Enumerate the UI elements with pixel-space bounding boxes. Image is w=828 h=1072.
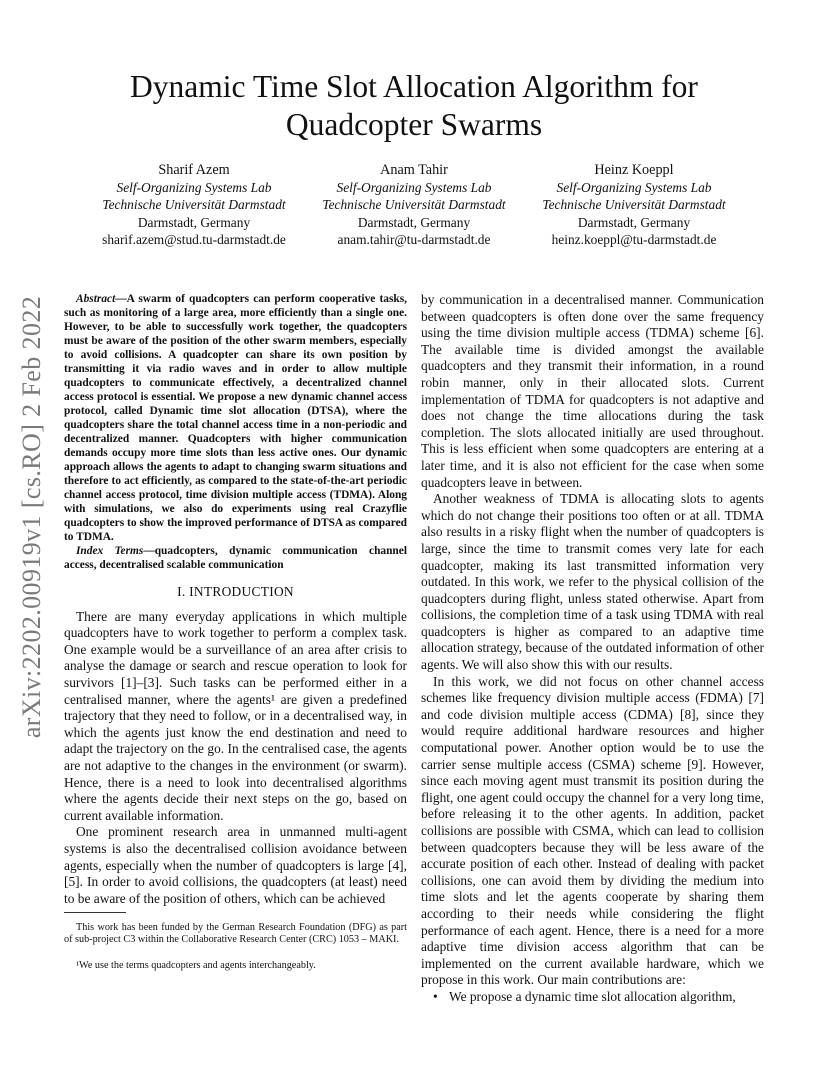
contribution-bullet (421, 989, 764, 1006)
author-city: Darmstadt, Germany (577, 214, 691, 230)
author-name: Sharif Azem (158, 162, 230, 178)
author-name: Anam Tahir (380, 162, 448, 178)
author-lab: Self-Organizing Systems Lab (556, 180, 712, 196)
author-block-3 (519, 162, 749, 248)
body-paragraph-3: In this work, we did not focus on other channel access schemes like frequency division multiple access (FDMA) [7] and code division multiple access (CDMA) [8], since they would require additional hardware resources and higher computational power. Another option would be to use the carrier sense multiple access (CSMA) scheme [9]. However, since each moving agent must transmit its position during the flight, one agent could occupy the channel for a very long time, before releasing it to the other agents. In addition, packet collisions are possible with CSMA, which can lead to collision between quadcopters because they will be less aware of the accurate position of each other. Instead of dealing with packet collisions, one can avoid them by dividing the medium into time slots and let the agents cooperate by sharing them according to their needs while considering the flight performance of each agent. Hence, there is a need for a more adaptive time division access algorithm that can be implemented on the current available hardware, which we propose in this work. Our main contributions are: (421, 673, 764, 988)
index-terms-text: —quadcopters, dynamic communication channel access, decentralised scalable communication (64, 545, 407, 571)
section-heading: I. INTRODUCTION (177, 584, 294, 599)
title-line-1: Dynamic Time Slot Allocation Algorithm for (130, 69, 698, 104)
paper-title (60, 68, 768, 144)
author-email[interactable]: heinz.koeppl@tu-darmstadt.de (551, 231, 717, 247)
arxiv-side-identifier (0, 272, 68, 762)
abstract-text: —A swarm of quadcopters can perform cooperative tasks, such as monitoring of a large area, more efficiently than a single one. However, to be able to successfully work together, the quadcopters must be aware of the position of the other swarm members, especially to avoid collisions. A quadcopter can share its own position by transmitting it via radio waves and in order to allow multiple quadcopters to communicate effectively, a decentralized channel access protocol is essential. We propose a new dynamic channel access protocol, called Dynamic time slot allocation (DTSA), where the quadcopters share the total channel access time in a non-periodic and decentralized manner. Quadcopters with higher communication demands occupy more time slots than less active ones. Our dynamic approach allows the agents to adapt to changing swarm situations and therefore to act efficiently, as compared to the state-of-the-art periodic channel access protocol, time division multiple access (TDMA). Along with simulations, we also do experiments using real Crazyflie quadcopters to show the improved performance of DTSA as compared to TDMA. (64, 293, 407, 543)
right-column (421, 292, 764, 1006)
index-terms (64, 544, 407, 572)
author-city: Darmstadt, Germany (137, 214, 251, 230)
author-university: Technische Universität Darmstadt (102, 197, 286, 213)
author-lab: Self-Organizing Systems Lab (116, 180, 272, 196)
footnote-rule (64, 912, 126, 913)
arxiv-id-text: arXiv:2202.00919v1 [cs.RO] 2 Feb 2022 (17, 295, 46, 739)
left-column (64, 292, 407, 907)
body-paragraph-2: Another weakness of TDMA is allocating slots to agents which do not change their positions too often or at all. TDMA also results in a risky flight when the number of quadcopters is large, since the time to transmit comes very late for each quadcopter, making its last transmitted information very outdated. In this work, we refer to the physical collision of the quadcopters during flight, unless stated otherwise. Apart from collisions, the completion time of a task using TDMA with real quadcopters is higher as compared to an adaptive time allocation strategy, because of the outdated information of other agents. We will also show this with our results. (421, 491, 764, 673)
author-email[interactable]: anam.tahir@tu-darmstadt.de (337, 231, 491, 247)
author-block-1 (79, 162, 309, 248)
footnote-funding: This work has been funded by the German Research Foundation (DFG) as part of sub-project C3 within the Collaborative Research Center (CRC) 1053 – MAKI. (64, 922, 407, 946)
abstract (64, 292, 407, 544)
author-email[interactable]: sharif.azem@stud.tu-darmstadt.de (102, 231, 286, 247)
index-terms-label: Index Terms (76, 545, 144, 557)
bullet-dot: • (433, 988, 438, 1004)
bullet-text: We propose a dynamic time slot allocation algorithm, (449, 988, 736, 1004)
author-lab: Self-Organizing Systems Lab (336, 180, 492, 196)
author-block-2 (299, 162, 529, 248)
abstract-label: Abstract (76, 293, 116, 305)
author-university: Technische Universität Darmstadt (542, 197, 726, 213)
author-university: Technische Universität Darmstadt (322, 197, 506, 213)
title-line-2: Quadcopter Swarms (285, 107, 543, 142)
intro-paragraph-1: There are many everyday applications in which multiple quadcopters have to work together to perform a complex task. One example would be a surveillance of an area after crisis to analyse the damage or search and rescue operation to look for survivors [1]–[3]. Such tasks can be performed either in a centralised manner, where the agents¹ are given a predefined trajectory that they need to follow, or in a decentralised way, in which the agents just know the end destination and need to adapt the trajectory on the go. In the centralised case, the agents are not adaptive to the changes in the environment (or swarm). Hence, there is a need to look into decentralised algorithms where the agents decide their next steps on the go, based on current available information. (64, 608, 407, 823)
footnote-1: ¹We use the terms quadcopters and agents interchangeably. (76, 960, 316, 971)
body-paragraph-1: by communication in a decentralised manner. Communication between quadcopters is often done over the same frequency using the time division multiple access (TDMA) scheme [6]. The available time is divided amongst the available quadcopters and they transmit their information, in a round robin manner, only in their allocated slots. Current implementation of TDMA for quadcopters is not adaptive and does not change the time allocations during the task completion. The slots allocated initially are used throughout. This is less efficient when some quadcopters are entering at a later time, and it is also not efficient for the case when some quadcopters leave in between. (421, 292, 764, 490)
author-name: Heinz Koeppl (594, 162, 674, 178)
intro-paragraph-2: One prominent research area in unmanned multi-agent systems is also the decentralised collision avoidance between agents, especially when the number of quadcopters is large [4], [5]. In order to avoid collisions, the quadcopters (at least) need to be aware of the position of others, which can be achieved (64, 824, 407, 906)
author-city: Darmstadt, Germany (357, 214, 471, 230)
